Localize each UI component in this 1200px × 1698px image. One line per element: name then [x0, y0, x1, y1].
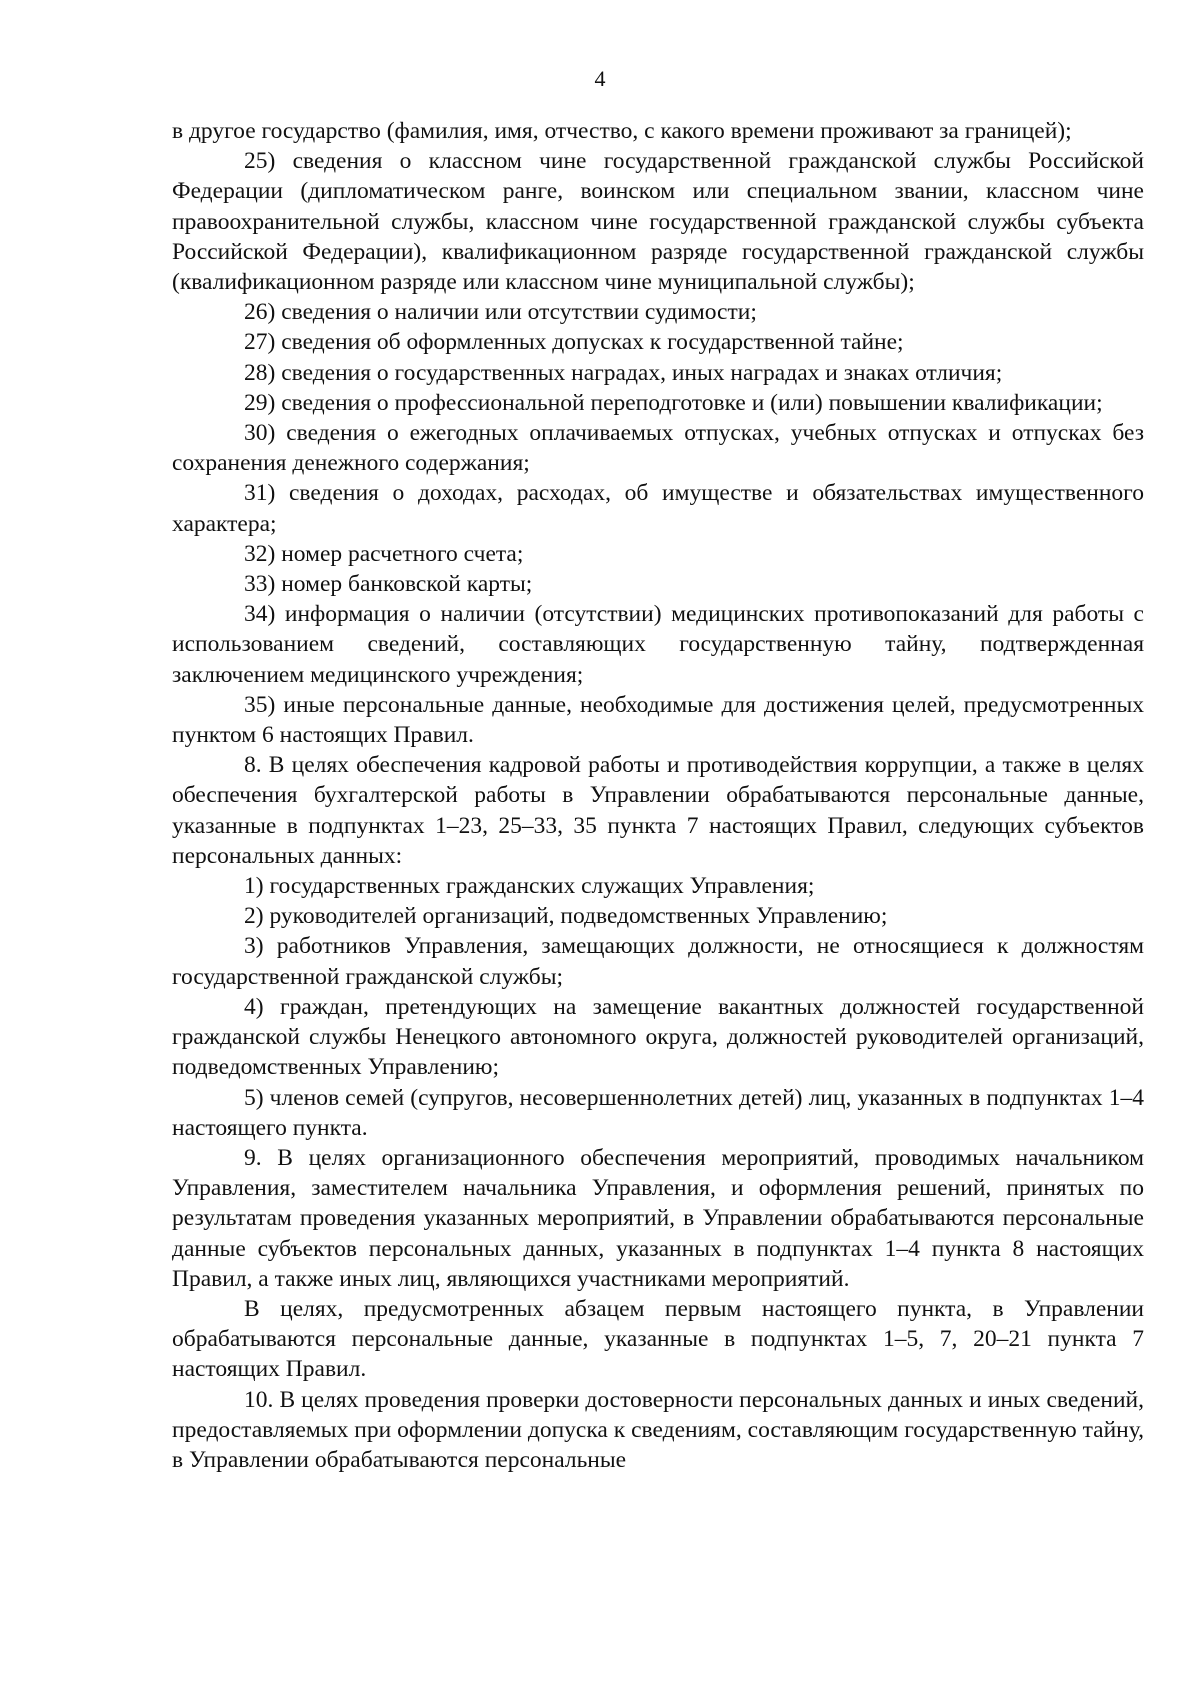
paragraph: 8. В целях обеспечения кадровой работы и противодействия коррупции, а также в целях обеспечения бухгалтерской работы в Управлении обрабатываются персональные данные, указанные в подпунктах 1–23, 25–33, 35 пункта 7 настоящих Правил, следующих субъектов персональных данных: [172, 752, 1144, 869]
paragraph: 10. В целях проведения проверки достоверности персональных данных и иных сведений, предоставляемых при оформлении допуска к сведениям, составляющим государственную тайну, в Управлении обрабатываются персональные [172, 1386, 1144, 1473]
paragraph: 29) сведения о профессиональной переподготовке и (или) повышении квалификации; [244, 389, 1103, 416]
paragraph: 25) сведения о классном чине государственной гражданской службы Российской Федерации (дипломатическом ранге, воинском или специальном звании, классном чине правоохранительной службы, классном чине государственной гражданской службы субъекта Российской Федерации), квалификационном разряде государственной гражданской службы (квалификационном разряде или классном чине муниципальной службы); [172, 148, 1144, 296]
paragraph: 3) работников Управления, замещающих должности, не относящиеся к должностям государственной гражданской службы; [172, 933, 1144, 990]
paragraph: 34) информация о наличии (отсутствии) медицинских противопоказаний для работы с использованием сведений, составляющих государственную тайну, подтвержденная заключением медицинского учреждения; [172, 601, 1144, 688]
paragraph: 4) граждан, претендующих на замещение вакантных должностей государственной гражданской службы Ненецкого автономного округа, должностей руководителей организаций, подведомственных Управлению; [172, 993, 1144, 1081]
paragraph: 27) сведения об оформленных допусках к государственной тайне; [244, 329, 904, 356]
paragraph: 35) иные персональные данные, необходимые для достижения целей, предусмотренных пунктом 6 настоящих Правил. [172, 691, 1144, 749]
paragraph: 33) номер банковской карты; [244, 571, 533, 598]
paragraph: 5) членов семей (супругов, несовершеннолетних детей) лиц, указанных в подпунктах 1–4 настоящего пункта. [172, 1084, 1144, 1141]
document-body [172, 116, 1144, 1475]
paragraph: В целях, предусмотренных абзацем первым настоящего пункта, в Управлении обрабатываются персональные данные, указанные в подпунктах 1–5, 7, 20–21 пункта 7 настоящих Правил. [172, 1295, 1144, 1383]
page-number: 4 [594, 66, 606, 91]
paragraph: 9. В целях организационного обеспечения мероприятий, проводимых начальником Управления, заместителем начальника Управления, и оформления решений, принятых по результатам проведения указанных мероприятий, в Управлении обрабатываются персональные данные субъектов персональных данных, указанных в подпунктах 1–4 пункта 8 настоящих Правил, а также иных лиц, являющихся участниками мероприятий. [172, 1144, 1144, 1292]
paragraph: 30) сведения о ежегодных оплачиваемых отпусках, учебных отпусках и отпусках без сохранения денежного содержания; [172, 420, 1144, 477]
paragraph: 28) сведения о государственных наградах, иных наградах и знаках отличия; [244, 359, 1003, 386]
paragraph: 26) сведения о наличии или отсутствии судимости; [244, 299, 757, 326]
paragraph: 1) государственных гражданских служащих Управления; [244, 873, 815, 900]
paragraph: 31) сведения о доходах, расходах, об имуществе и обязательствах имущественного характера; [172, 480, 1144, 537]
paragraph: в другое государство (фамилия, имя, отчество, с какого времени проживают за границей); [172, 118, 1072, 144]
paragraph: 32) номер расчетного счета; [244, 540, 524, 567]
paragraph: 2) руководителей организаций, подведомственных Управлению; [244, 903, 888, 930]
